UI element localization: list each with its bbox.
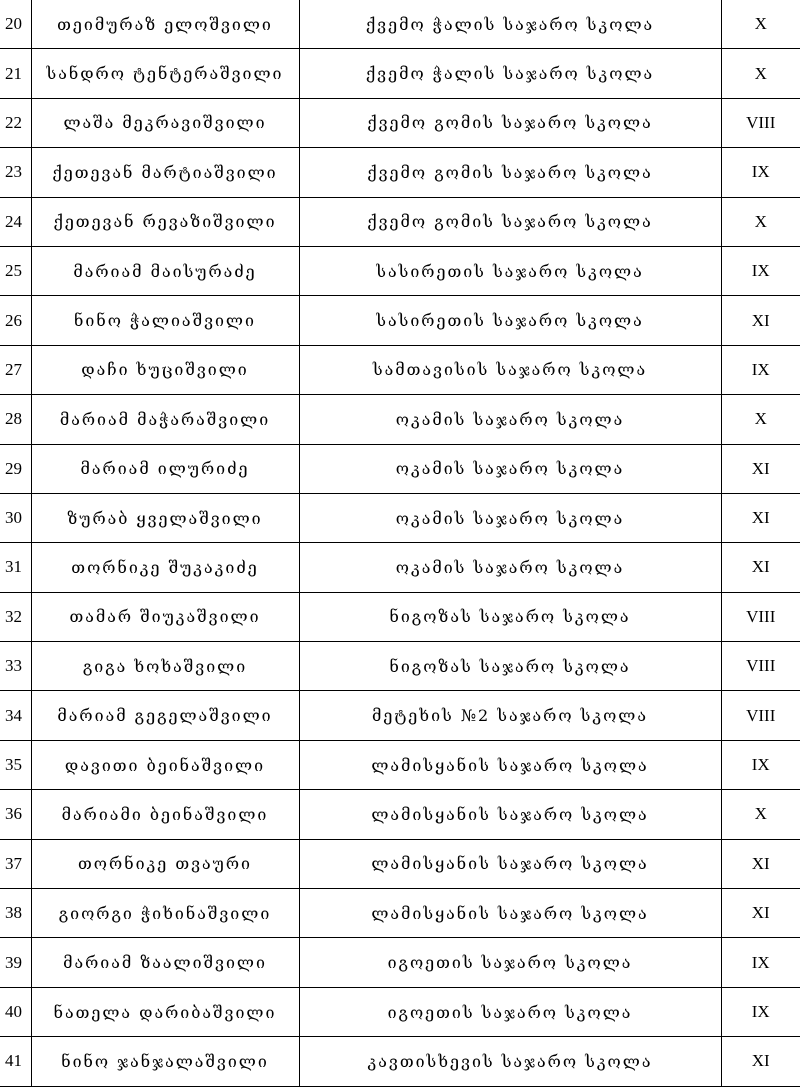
grade-cell: X bbox=[721, 49, 800, 98]
school-name-cell: ქვემო გომის საჯარო სკოლა bbox=[299, 197, 721, 246]
table-row bbox=[0, 444, 800, 493]
student-name-cell: მარიამ მაჭარაშვილი bbox=[31, 395, 299, 444]
grade-cell: XI bbox=[721, 444, 800, 493]
school-name-cell: ლამისყანის საჯარო სკოლა bbox=[299, 889, 721, 938]
school-name-cell: ნიგოზას საჯარო სკოლა bbox=[299, 642, 721, 691]
grade-cell: XI bbox=[721, 839, 800, 888]
table-row bbox=[0, 197, 800, 246]
table-row bbox=[0, 938, 800, 987]
student-name-cell: მარიამ მაისურაძე bbox=[31, 246, 299, 295]
school-name-cell: ქვემო ჭალის საჯარო სკოლა bbox=[299, 49, 721, 98]
row-number-cell: 31 bbox=[0, 543, 31, 592]
table-row bbox=[0, 543, 800, 592]
row-number-cell: 36 bbox=[0, 790, 31, 839]
grade-cell: XI bbox=[721, 889, 800, 938]
school-name-cell: ლამისყანის საჯარო სკოლა bbox=[299, 740, 721, 789]
row-number-cell: 25 bbox=[0, 246, 31, 295]
student-name-cell: თორნიკე თვაური bbox=[31, 839, 299, 888]
grade-cell: IX bbox=[721, 345, 800, 394]
grade-cell: VIII bbox=[721, 691, 800, 740]
student-name-cell: ქეთევან რევაზიშვილი bbox=[31, 197, 299, 246]
student-name-cell: დაჩი ხუციშვილი bbox=[31, 345, 299, 394]
student-name-cell: ქეთევან მარტიაშვილი bbox=[31, 148, 299, 197]
school-name-cell: ოკამის საჯარო სკოლა bbox=[299, 493, 721, 542]
student-name-cell: ნათელა დარიბაშვილი bbox=[31, 987, 299, 1036]
grade-cell: XI bbox=[721, 1037, 800, 1086]
row-number-cell: 27 bbox=[0, 345, 31, 394]
table-row bbox=[0, 246, 800, 295]
grade-cell: VIII bbox=[721, 592, 800, 641]
school-name-cell: ლამისყანის საჯარო სკოლა bbox=[299, 790, 721, 839]
row-number-cell: 30 bbox=[0, 493, 31, 542]
student-name-cell: გიორგი ჭიხინაშვილი bbox=[31, 889, 299, 938]
school-name-cell: ოკამის საჯარო სკოლა bbox=[299, 395, 721, 444]
row-number-cell: 28 bbox=[0, 395, 31, 444]
school-name-cell: ოკამის საჯარო სკოლა bbox=[299, 444, 721, 493]
school-name-cell: ქვემო ჭალის საჯარო სკოლა bbox=[299, 0, 721, 49]
row-number-cell: 23 bbox=[0, 148, 31, 197]
table-row bbox=[0, 296, 800, 345]
grade-cell: IX bbox=[721, 148, 800, 197]
student-name-cell: მარიამი ბეინაშვილი bbox=[31, 790, 299, 839]
table-row bbox=[0, 49, 800, 98]
student-name-cell: ნინო ჯანჯალაშვილი bbox=[31, 1037, 299, 1086]
row-number-cell: 33 bbox=[0, 642, 31, 691]
school-name-cell: ქვემო გომის საჯარო სკოლა bbox=[299, 98, 721, 147]
school-name-cell: ოკამის საჯარო სკოლა bbox=[299, 543, 721, 592]
grade-cell: X bbox=[721, 395, 800, 444]
table-row bbox=[0, 493, 800, 542]
table-row bbox=[0, 691, 800, 740]
school-name-cell: ქვემო გომის საჯარო სკოლა bbox=[299, 148, 721, 197]
row-number-cell: 39 bbox=[0, 938, 31, 987]
student-name-cell: თამარ შიუკაშვილი bbox=[31, 592, 299, 641]
table-row bbox=[0, 642, 800, 691]
table-row bbox=[0, 790, 800, 839]
row-number-cell: 38 bbox=[0, 889, 31, 938]
row-number-cell: 34 bbox=[0, 691, 31, 740]
school-name-cell: იგოეთის საჯარო სკოლა bbox=[299, 987, 721, 1036]
row-number-cell: 22 bbox=[0, 98, 31, 147]
grade-cell: IX bbox=[721, 987, 800, 1036]
grade-cell: VIII bbox=[721, 642, 800, 691]
table-row bbox=[0, 839, 800, 888]
student-name-cell: სანდრო ტენტერაშვილი bbox=[31, 49, 299, 98]
grade-cell: X bbox=[721, 0, 800, 49]
table-row bbox=[0, 345, 800, 394]
student-name-cell: მარიამ ილურიძე bbox=[31, 444, 299, 493]
school-name-cell: მეტეხის №2 საჯარო სკოლა bbox=[299, 691, 721, 740]
school-name-cell: იგოეთის საჯარო სკოლა bbox=[299, 938, 721, 987]
school-name-cell: ლამისყანის საჯარო სკოლა bbox=[299, 839, 721, 888]
school-name-cell: სასირეთის საჯარო სკოლა bbox=[299, 296, 721, 345]
row-number-cell: 41 bbox=[0, 1037, 31, 1086]
row-number-cell: 35 bbox=[0, 740, 31, 789]
grade-cell: XI bbox=[721, 296, 800, 345]
grade-cell: IX bbox=[721, 938, 800, 987]
grade-cell: IX bbox=[721, 740, 800, 789]
student-name-cell: თორნიკე შუკაკიძე bbox=[31, 543, 299, 592]
student-name-cell: მარიამ გეგელაშვილი bbox=[31, 691, 299, 740]
row-number-cell: 40 bbox=[0, 987, 31, 1036]
table-row bbox=[0, 148, 800, 197]
grade-cell: XI bbox=[721, 543, 800, 592]
school-name-cell: ნიგოზას საჯარო სკოლა bbox=[299, 592, 721, 641]
student-name-cell: დავითი ბეინაშვილი bbox=[31, 740, 299, 789]
student-name-cell: ნინო ჭალიაშვილი bbox=[31, 296, 299, 345]
student-name-cell: ზურაბ ყველაშვილი bbox=[31, 493, 299, 542]
table-row bbox=[0, 987, 800, 1036]
row-number-cell: 24 bbox=[0, 197, 31, 246]
table-row bbox=[0, 0, 800, 49]
table-row bbox=[0, 98, 800, 147]
grade-cell: IX bbox=[721, 246, 800, 295]
row-number-cell: 26 bbox=[0, 296, 31, 345]
row-number-cell: 21 bbox=[0, 49, 31, 98]
table-row bbox=[0, 740, 800, 789]
student-name-cell: მარიამ ზაალიშვილი bbox=[31, 938, 299, 987]
student-name-cell: ლაშა მეკრავიშვილი bbox=[31, 98, 299, 147]
row-number-cell: 29 bbox=[0, 444, 31, 493]
table-row bbox=[0, 592, 800, 641]
table-row bbox=[0, 889, 800, 938]
row-number-cell: 32 bbox=[0, 592, 31, 641]
school-name-cell: სამთავისის საჯარო სკოლა bbox=[299, 345, 721, 394]
row-number-cell: 20 bbox=[0, 0, 31, 49]
grade-cell: XI bbox=[721, 493, 800, 542]
row-number-cell: 37 bbox=[0, 839, 31, 888]
student-name-cell: თეიმურაზ ელოშვილი bbox=[31, 0, 299, 49]
grade-cell: X bbox=[721, 790, 800, 839]
table-row bbox=[0, 395, 800, 444]
table-row bbox=[0, 1037, 800, 1086]
school-name-cell: სასირეთის საჯარო სკოლა bbox=[299, 246, 721, 295]
grade-cell: X bbox=[721, 197, 800, 246]
grade-cell: VIII bbox=[721, 98, 800, 147]
school-name-cell: კავთისხევის საჯარო სკოლა bbox=[299, 1037, 721, 1086]
student-name-cell: გიგა ხოხაშვილი bbox=[31, 642, 299, 691]
